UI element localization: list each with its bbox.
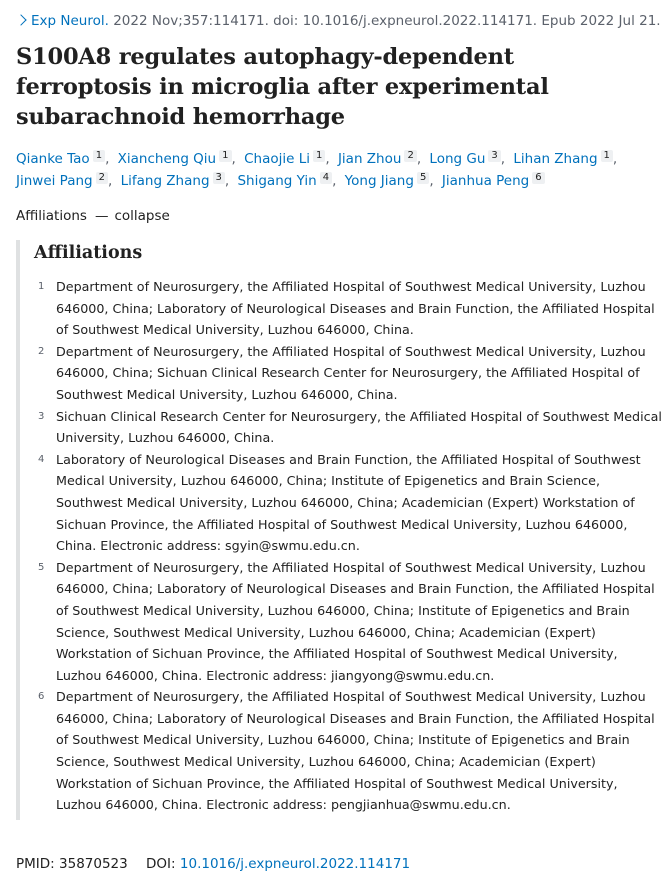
author-item bbox=[16, 173, 108, 189]
affiliation-text: Laboratory of Neurological Diseases and Brain Function, the Affiliated Hospital of Southwest Medical University, Luzhou 646000, China; Institute of Epigenetics and Brain Science, Southwest Medical University, Luzhou 646000, China; Academician (Expert) Workstation of Sichuan Province, the Affiliated Hospital of Southwest Medical University, Luzhou 646000, China. Electronic address: sgyin@swmu.edu.cn. bbox=[56, 451, 641, 554]
author-name-link[interactable]: Xiancheng Qiu bbox=[117, 151, 217, 167]
author-item bbox=[16, 151, 105, 167]
identifiers-row bbox=[16, 853, 410, 875]
author-item bbox=[118, 151, 232, 167]
affiliation-text: Department of Neurosurgery, the Affiliated Hospital of Southwest Medical University, Luzhou 646000, China; Laboratory of Neurological Diseases and Brain Function, the Affiliated Hospital of Southwest Medical University, Luzhou 646000, China; Institute of Epigenetics and Brain Science, Southwest Medical University, Luzhou 646000, China; Academician (Expert) Workstation of Sichuan Province, the Affiliated Hospital of Southwest Medical University, Luzhou 646000, China. Electronic address: pengjianhua@swmu.edu.cn. bbox=[56, 689, 655, 813]
author-separator: , bbox=[105, 151, 110, 167]
doi-label: DOI: bbox=[146, 856, 176, 872]
author-name-link[interactable]: Jianhua Peng bbox=[441, 173, 530, 189]
author-name-link[interactable]: Yong Jiang bbox=[344, 173, 414, 189]
author-separator: , bbox=[416, 151, 422, 167]
affiliation-marker[interactable]: 1 bbox=[93, 150, 105, 162]
article-title: S100A8 regulates autophagy-dependent ferroptosis in microglia after experimental subarachnoid hemorrhage bbox=[16, 44, 549, 130]
collapse-affiliations-button[interactable]: collapse bbox=[114, 208, 170, 224]
author-list bbox=[16, 148, 666, 192]
affiliation-number: 2 bbox=[38, 345, 45, 357]
author-item bbox=[338, 151, 417, 167]
affiliation-marker[interactable]: 1 bbox=[313, 150, 325, 162]
author-name-link[interactable]: Jinwei Pang bbox=[16, 173, 93, 189]
affiliations-toggle[interactable] bbox=[16, 206, 666, 226]
author-separator: , bbox=[224, 173, 230, 189]
author-name-link[interactable]: Lifang Zhang bbox=[120, 173, 210, 189]
affiliation-marker[interactable]: 2 bbox=[404, 150, 416, 162]
author-name-link[interactable]: Lihan Zhang bbox=[513, 151, 598, 167]
affiliations-toggle-label: Affiliations bbox=[16, 208, 87, 224]
article-header bbox=[16, 10, 666, 820]
affiliation-marker[interactable]: 3 bbox=[213, 172, 225, 184]
affiliation-item bbox=[34, 341, 666, 406]
author-separator: , bbox=[500, 151, 506, 167]
affiliations-panel bbox=[16, 240, 666, 820]
affiliation-number: 5 bbox=[38, 561, 45, 573]
author-separator: , bbox=[612, 151, 618, 167]
author-name-link[interactable]: Chaojie Li bbox=[244, 151, 310, 167]
affiliation-marker[interactable]: 2 bbox=[96, 172, 108, 184]
author-item bbox=[345, 173, 430, 189]
affiliation-marker[interactable]: 6 bbox=[532, 172, 544, 184]
citation-line bbox=[16, 10, 666, 32]
author-item bbox=[121, 173, 225, 189]
author-item bbox=[244, 151, 325, 167]
author-name-link[interactable]: Shigang Yin bbox=[237, 173, 317, 189]
pmid-label: PMID: bbox=[16, 856, 55, 872]
author-separator: , bbox=[325, 151, 330, 167]
affiliation-number: 1 bbox=[38, 281, 45, 292]
author-separator: , bbox=[231, 151, 236, 167]
affiliation-item bbox=[34, 557, 666, 687]
affiliation-text: Department of Neurosurgery, the Affiliated Hospital of Southwest Medical University, Luzhou 646000, China; Sichuan Clinical Research Center for Neurosurgery, the Affiliated Hospital of Southwest Medical University, Luzhou 646000, China. bbox=[56, 343, 646, 402]
affiliation-item bbox=[34, 686, 666, 816]
affiliation-number: 4 bbox=[38, 453, 45, 465]
affiliation-text: Department of Neurosurgery, the Affiliated Hospital of Southwest Medical University, Luzhou 646000, China; Laboratory of Neurological Diseases and Brain Function, the Affiliated Hospital of Southwest Medical University, Luzhou 646000, China; Institute of Epigenetics and Brain Science, Southwest Medical University, Luzhou 646000, China; Academician (Expert) Workstation of Sichuan Province, the Affiliated Hospital of Southwest Medical University, Luzhou 646000, China. Electronic address: jiangyong@swmu.edu.cn. bbox=[56, 559, 655, 683]
author-item bbox=[237, 173, 332, 189]
affiliation-marker[interactable]: 1 bbox=[601, 150, 613, 162]
affiliations-list bbox=[34, 276, 666, 816]
affiliation-text: Sichuan Clinical Research Center for Neurosurgery, the Affiliated Hospital of Southwest Medical University, Luzhou 646000, China. bbox=[56, 408, 662, 446]
doi-link[interactable]: 10.1016/j.expneurol.2022.114171 bbox=[179, 856, 411, 872]
chevron-right-icon bbox=[15, 14, 26, 25]
author-separator: , bbox=[332, 173, 337, 189]
affiliation-item bbox=[34, 276, 666, 341]
author-separator: , bbox=[108, 173, 113, 189]
affiliation-marker[interactable]: 1 bbox=[219, 150, 231, 162]
affiliation-item bbox=[34, 449, 666, 557]
author-item bbox=[442, 173, 545, 189]
affiliations-toggle-dash: — bbox=[94, 208, 109, 224]
author-item bbox=[429, 151, 500, 167]
author-separator: , bbox=[429, 173, 434, 189]
author-item bbox=[513, 151, 613, 167]
affiliation-item bbox=[34, 406, 666, 449]
author-name-link[interactable]: Long Gu bbox=[429, 151, 486, 167]
affiliation-text: Department of Neurosurgery, the Affiliated Hospital of Southwest Medical University, Luzhou 646000, China; Laboratory of Neurological Diseases and Brain Function, the Affiliated Hospital of Southwest Medical University, Luzhou 646000, China. bbox=[56, 279, 655, 338]
journal-link[interactable]: Exp Neurol. bbox=[31, 13, 109, 29]
affiliation-marker[interactable]: 4 bbox=[320, 172, 332, 184]
author-name-link[interactable]: Qianke Tao bbox=[16, 151, 90, 167]
affiliation-marker[interactable]: 3 bbox=[488, 150, 500, 162]
author-name-link[interactable]: Jian Zhou bbox=[337, 151, 402, 167]
affiliations-heading: Affiliations bbox=[34, 243, 143, 263]
affiliation-marker[interactable]: 5 bbox=[417, 172, 429, 184]
affiliation-number: 3 bbox=[38, 410, 45, 422]
affiliation-number: 6 bbox=[38, 691, 45, 703]
pmid-value: 35870523 bbox=[59, 856, 128, 872]
citation-details: 2022 Nov;357:114171. doi: 10.1016/j.expneurol.2022.114171. Epub 2022 Jul 21. bbox=[113, 13, 661, 29]
